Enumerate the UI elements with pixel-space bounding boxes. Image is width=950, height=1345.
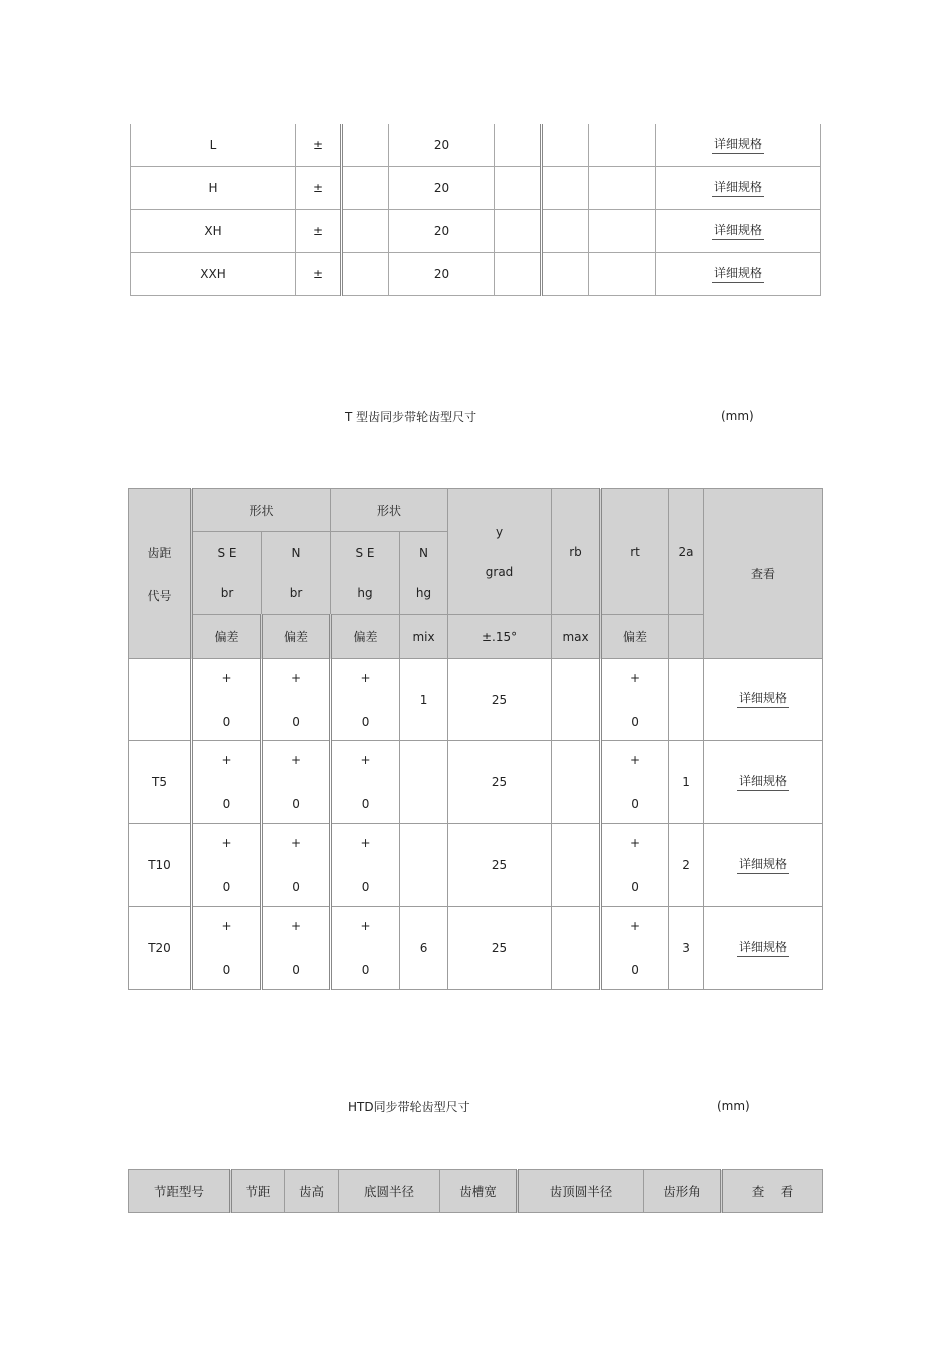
pitch-code	[129, 659, 192, 741]
2a-value: 2	[669, 824, 704, 907]
plus-sign: +	[290, 836, 302, 850]
shape-header: 形状	[331, 489, 448, 532]
details-link[interactable]: 详细规格	[712, 266, 764, 283]
max-header: max	[552, 615, 601, 659]
plus-sign: +	[290, 670, 302, 685]
shape-header: 形状	[192, 489, 331, 532]
t-pulley-caption: T 型齿同步带轮齿型尺寸	[345, 410, 477, 424]
value-cell: 20	[389, 167, 495, 210]
tolerance-table	[130, 124, 821, 296]
2a-header: 2a	[669, 489, 704, 615]
angle-value: 25	[448, 741, 552, 824]
plus-sign: +	[630, 670, 641, 685]
column-header: 节距型号	[129, 1170, 231, 1213]
header-label: grad	[485, 564, 514, 579]
plus-sign: +	[360, 753, 371, 767]
zero-value: 0	[292, 797, 300, 811]
table-row	[131, 167, 821, 210]
header-label: N	[291, 546, 301, 560]
plus-sign: +	[221, 836, 232, 850]
plus-sign: +	[221, 919, 232, 933]
table-row	[131, 253, 821, 296]
rt-header: rt	[601, 489, 669, 615]
column-header: 节距	[231, 1170, 285, 1213]
plus-sign: +	[221, 753, 232, 767]
rb-header: rb	[552, 489, 601, 615]
pitch-code: XXH	[131, 253, 296, 296]
t-pulley-unit: (mm)	[721, 409, 754, 423]
column-header: 齿顶圆半径	[518, 1170, 644, 1213]
plus-sign: +	[630, 753, 641, 767]
details-link[interactable]: 详细规格	[712, 180, 764, 197]
plus-minus: ±	[296, 210, 342, 253]
mix-value: 6	[400, 907, 448, 990]
table-row	[131, 210, 821, 253]
deviation-header: 偏差	[262, 615, 331, 659]
details-link[interactable]: 详细规格	[737, 940, 789, 957]
zero-value: 0	[292, 714, 300, 729]
column-header: 齿槽宽	[440, 1170, 518, 1213]
details-link[interactable]: 详细规格	[737, 774, 789, 791]
zero-value: 0	[292, 963, 300, 977]
angle-header: ±.15°	[448, 615, 552, 659]
zero-value: 0	[361, 880, 370, 894]
pitch-code: T5	[129, 741, 192, 824]
zero-value: 0	[222, 880, 231, 894]
column-header: 齿形角	[644, 1170, 722, 1213]
deviation-header: 偏差	[192, 615, 262, 659]
table-row	[131, 124, 821, 167]
view-header: 查看	[704, 489, 823, 659]
table-row	[129, 824, 823, 907]
2a-value	[669, 659, 704, 741]
value-cell: 20	[389, 253, 495, 296]
2a-value: 1	[669, 741, 704, 824]
table-row	[129, 741, 823, 824]
details-link[interactable]: 详细规格	[737, 857, 789, 874]
plus-sign: +	[290, 753, 302, 767]
plus-sign: +	[630, 836, 641, 850]
n-br-header	[262, 532, 331, 615]
details-link[interactable]: 详细规格	[712, 137, 764, 154]
htd-pulley-unit: (mm)	[717, 1099, 750, 1113]
plus-sign: +	[360, 836, 371, 850]
header-label: S E	[355, 546, 375, 560]
pitch-code: T20	[129, 907, 192, 990]
plus-sign: +	[630, 919, 641, 933]
se-br-header	[192, 532, 262, 615]
zero-value: 0	[292, 880, 300, 894]
htd-pulley-caption: HTD同步带轮齿型尺寸	[348, 1100, 470, 1114]
zero-value: 0	[631, 797, 639, 811]
angle-value: 25	[448, 659, 552, 741]
zero-value: 0	[222, 963, 231, 977]
empty-header	[669, 615, 704, 659]
header-label: y	[495, 524, 504, 539]
zero-value: 0	[361, 963, 370, 977]
pitch-code: L	[131, 124, 296, 167]
plus-minus: ±	[296, 124, 342, 167]
zero-value: 0	[631, 714, 639, 729]
value-cell: 20	[389, 124, 495, 167]
deviation-header: 偏差	[601, 615, 669, 659]
plus-sign: +	[290, 919, 302, 933]
plus-sign: +	[360, 919, 371, 933]
se-hg-header	[331, 532, 400, 615]
y-grad-header	[448, 489, 552, 615]
2a-value: 3	[669, 907, 704, 990]
details-link[interactable]: 详细规格	[712, 223, 764, 240]
t-pulley-table	[128, 488, 823, 990]
zero-value: 0	[222, 797, 231, 811]
header-label: N	[419, 546, 429, 560]
column-header: 齿高	[285, 1170, 339, 1213]
zero-value: 0	[631, 880, 639, 894]
header-label: hg	[357, 586, 373, 600]
mix-value	[400, 824, 448, 907]
header-label: hg	[415, 586, 432, 600]
angle-value: 25	[448, 824, 552, 907]
header-label: br	[220, 586, 234, 600]
plus-minus: ±	[296, 253, 342, 296]
table-header-row	[129, 1170, 823, 1213]
table-row	[129, 907, 823, 990]
details-link[interactable]: 详细规格	[737, 691, 789, 708]
htd-pulley-table	[128, 1169, 823, 1213]
plus-sign: +	[221, 670, 232, 685]
view-header: 查 看	[722, 1170, 823, 1213]
pitch-code: XH	[131, 210, 296, 253]
mix-header: mix	[400, 615, 448, 659]
zero-value: 0	[631, 963, 639, 977]
plus-minus: ±	[296, 167, 342, 210]
header-label: br	[289, 586, 303, 600]
column-header: 底圆半径	[339, 1170, 440, 1213]
mix-value: 1	[400, 659, 448, 741]
value-cell: 20	[389, 210, 495, 253]
zero-value: 0	[361, 714, 370, 729]
zero-value: 0	[361, 797, 370, 811]
deviation-header: 偏差	[331, 615, 400, 659]
pitch-code: T10	[129, 824, 192, 907]
header-label: 齿距	[147, 545, 172, 560]
header-label: 代号	[147, 588, 172, 603]
pitch-code: H	[131, 167, 296, 210]
angle-value: 25	[448, 907, 552, 990]
pitch-code-header	[129, 489, 192, 659]
plus-sign: +	[360, 670, 371, 685]
table-row	[129, 659, 823, 741]
mix-value	[400, 741, 448, 824]
n-hg-header	[400, 532, 448, 615]
header-label: S E	[217, 546, 237, 560]
zero-value: 0	[222, 714, 231, 729]
